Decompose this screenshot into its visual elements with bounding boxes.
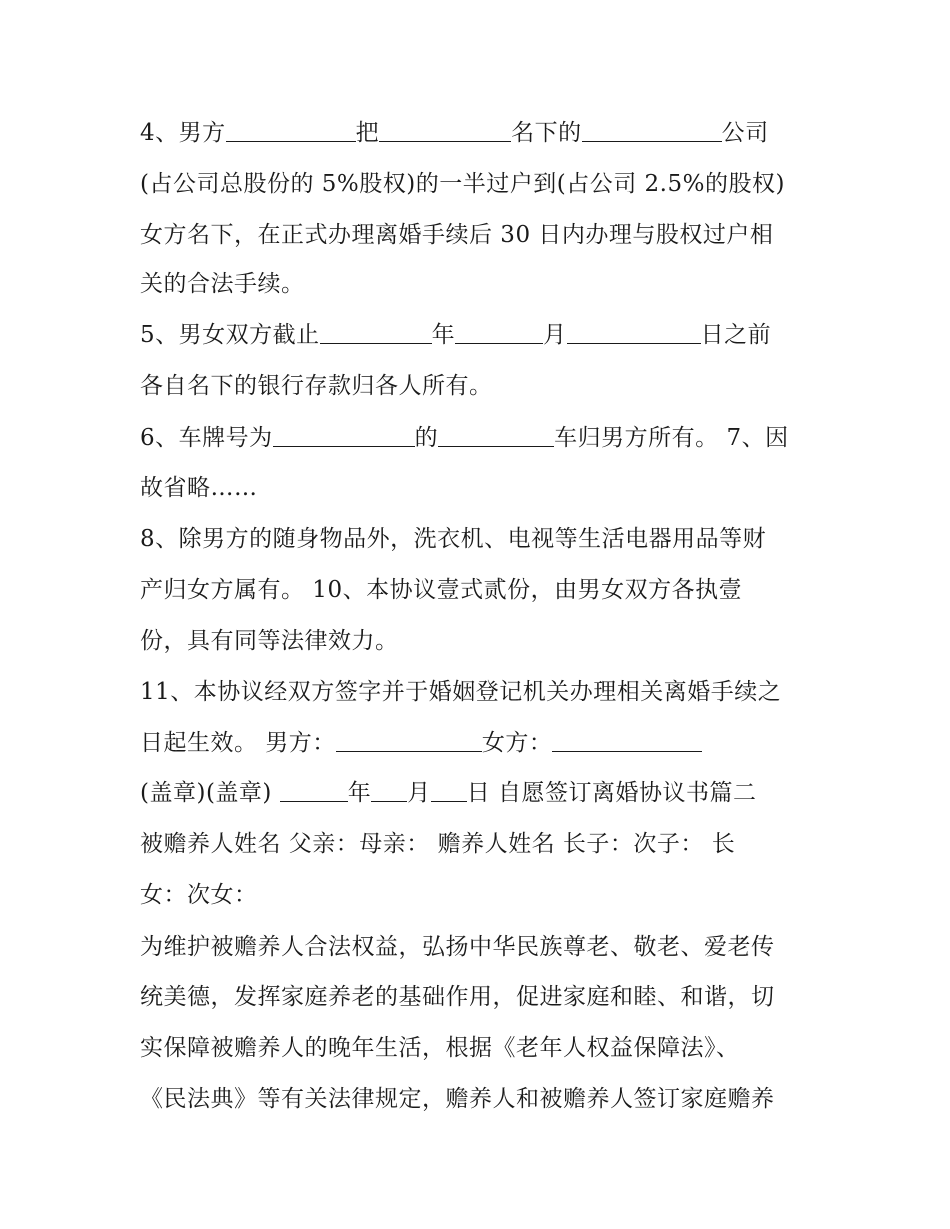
text-line <box>140 829 735 859</box>
fill-in-blank <box>226 119 356 142</box>
text-segment: 车归男方所有。 7、因 <box>554 425 789 451</box>
text-segment: 月 <box>543 322 567 348</box>
fill-in-blank <box>280 779 348 802</box>
text-segment: 把 <box>355 120 380 146</box>
text-line <box>140 423 789 453</box>
text-segment: 5、男女双方截止 <box>140 322 320 348</box>
text-line <box>140 118 769 148</box>
text-segment: (盖章)(盖章) <box>140 780 280 806</box>
text-line <box>140 1084 775 1114</box>
fill-in-blank <box>273 424 415 447</box>
text-segment: 年 <box>431 322 456 348</box>
text-line <box>140 677 781 707</box>
text-segment: 关的合法手续。 <box>140 271 305 297</box>
text-segment: 日之前 <box>700 322 772 348</box>
text-segment: 6、车牌号为 <box>140 425 273 451</box>
text-segment: 产归女方属有。 10、本协议壹式贰份，由男女双方各执壹 <box>140 577 743 603</box>
fill-in-blank <box>582 119 722 142</box>
fill-in-blank <box>567 321 701 344</box>
fill-in-blank <box>371 779 407 802</box>
text-segment: 故省略…… <box>140 475 258 501</box>
text-line <box>140 575 742 605</box>
text-segment: 份，具有同等法律效力。 <box>140 628 399 654</box>
fill-in-blank <box>379 119 511 142</box>
fill-in-blank <box>455 321 543 344</box>
text-line <box>140 371 493 401</box>
text-line <box>140 728 702 758</box>
text-line <box>140 220 773 250</box>
text-segment: 女方： <box>481 730 553 756</box>
text-line <box>140 473 258 503</box>
text-segment: (占公司总股份的 5%股权)的一半过户到(占公司 2.5%的股权) <box>140 171 785 197</box>
text-segment: 女方名下，在正式办理离婚手续后 30 日内办理与股权过户相 <box>140 222 774 248</box>
text-segment: 为维护被赡养人合法权益，弘扬中华民族尊老、敬老、爱老传 <box>140 934 775 960</box>
text-segment: 《民法典》等有关法律规定，赡养人和被赡养人签订家庭赡养 <box>140 1086 775 1112</box>
text-line <box>140 524 766 554</box>
text-segment: 月 <box>407 780 431 806</box>
text-segment: 4、男方 <box>140 120 226 146</box>
text-line <box>140 932 775 962</box>
text-segment: 的 <box>414 425 439 451</box>
text-line <box>140 320 771 350</box>
text-segment: 年 <box>347 780 372 806</box>
text-segment: 日 自愿签订离婚协议书篇二 <box>466 780 757 806</box>
text-segment: 公司 <box>721 120 769 146</box>
text-segment: 各自名下的银行存款归各人所有。 <box>140 373 493 399</box>
fill-in-blank <box>320 321 432 344</box>
fill-in-blank <box>438 424 554 447</box>
text-line <box>140 778 757 808</box>
text-line <box>140 982 775 1012</box>
text-segment: 统美德，发挥家庭养老的基础作用，促进家庭和睦、和谐，切 <box>140 984 775 1010</box>
text-segment: 女：次女： <box>140 882 258 908</box>
fill-in-blank <box>552 729 702 752</box>
text-line <box>140 880 258 910</box>
text-line <box>140 269 305 299</box>
text-segment: 实保障被赡养人的晚年生活，根据《老年人权益保障法》、 <box>140 1035 740 1061</box>
text-segment: 日起生效。 男方： <box>140 730 336 756</box>
text-segment: 名下的 <box>511 120 582 146</box>
text-segment: 被赡养人姓名 父亲：母亲： 赡养人姓名 长子：次子： 长 <box>140 831 736 857</box>
fill-in-blank <box>336 729 482 752</box>
text-segment: 8、除男方的随身物品外，洗衣机、电视等生活电器用品等财 <box>140 526 767 552</box>
fill-in-blank <box>431 779 467 802</box>
text-line <box>140 626 399 656</box>
text-line <box>140 1033 740 1063</box>
text-line <box>140 169 785 199</box>
text-segment: 11、本协议经双方签字并于婚姻登记机关办理相关离婚手续之 <box>140 679 782 705</box>
